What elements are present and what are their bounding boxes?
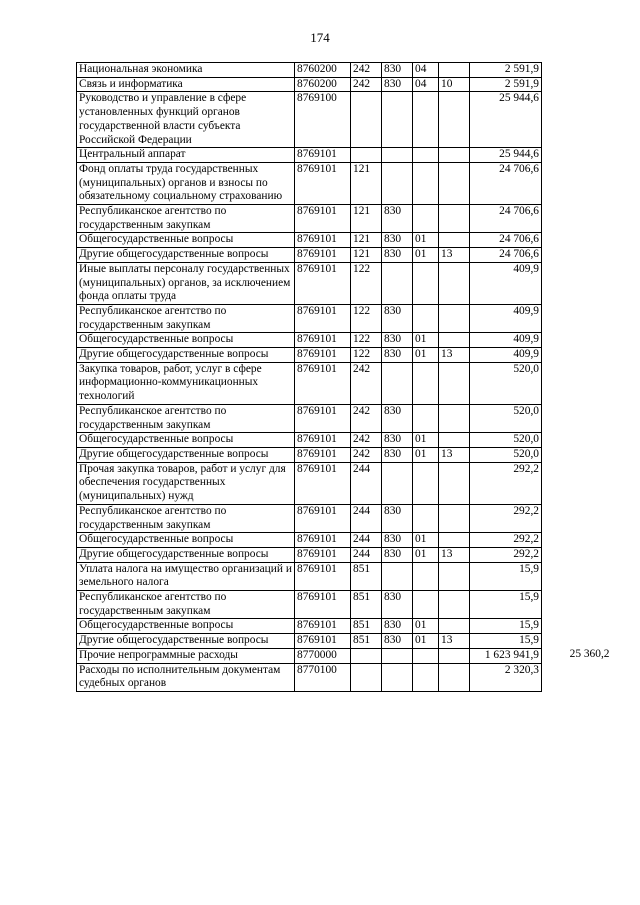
row-target-article-cell: 8770100 xyxy=(295,663,351,691)
row-administrator-cell: 830 xyxy=(382,63,413,78)
row-name-cell: Республиканское агентство по государственным закупкам xyxy=(77,504,295,532)
row-extra-amount-cell xyxy=(542,304,612,332)
row-administrator-cell xyxy=(382,148,413,163)
row-administrator-cell: 830 xyxy=(382,404,413,432)
row-expense-type-cell: 244 xyxy=(351,533,382,548)
row-amount-cell: 409,9 xyxy=(470,348,542,363)
row-expense-type-cell: 122 xyxy=(351,262,382,304)
table-row xyxy=(77,63,612,78)
row-target-article-cell: 8769101 xyxy=(295,634,351,649)
row-subsection-cell xyxy=(439,333,470,348)
row-target-article-cell: 8760200 xyxy=(295,77,351,92)
row-administrator-cell: 830 xyxy=(382,533,413,548)
row-amount-cell: 520,0 xyxy=(470,447,542,462)
row-name-cell: Иные выплаты персоналу государственных (муниципальных) органов, за исключением фонда оплаты труда xyxy=(77,262,295,304)
row-extra-amount-cell xyxy=(542,233,612,248)
row-subsection-cell xyxy=(439,504,470,532)
table-row xyxy=(77,591,612,619)
row-target-article-cell: 8769101 xyxy=(295,362,351,404)
row-expense-type-cell: 244 xyxy=(351,504,382,532)
row-amount-cell: 15,9 xyxy=(470,591,542,619)
row-amount-cell: 1 623 941,9 xyxy=(470,648,542,663)
row-name-cell: Связь и информатика xyxy=(77,77,295,92)
table-row xyxy=(77,504,612,532)
row-section-cell xyxy=(413,148,439,163)
row-section-cell: 01 xyxy=(413,547,439,562)
row-target-article-cell: 8769101 xyxy=(295,304,351,332)
row-name-cell: Центральный аппарат xyxy=(77,148,295,163)
row-expense-type-cell: 122 xyxy=(351,304,382,332)
row-administrator-cell xyxy=(382,462,413,504)
table-row xyxy=(77,233,612,248)
row-expense-type-cell: 851 xyxy=(351,562,382,590)
row-extra-amount-cell xyxy=(542,547,612,562)
row-subsection-cell xyxy=(439,205,470,233)
row-target-article-cell: 8769101 xyxy=(295,504,351,532)
row-extra-amount-cell xyxy=(542,634,612,649)
row-section-cell: 01 xyxy=(413,333,439,348)
table-row xyxy=(77,304,612,332)
table-row xyxy=(77,562,612,590)
row-administrator-cell xyxy=(382,162,413,204)
row-extra-amount-cell xyxy=(542,362,612,404)
row-subsection-cell xyxy=(439,233,470,248)
row-target-article-cell: 8769101 xyxy=(295,547,351,562)
row-section-cell xyxy=(413,304,439,332)
row-subsection-cell: 13 xyxy=(439,634,470,649)
row-amount-cell: 2 320,3 xyxy=(470,663,542,691)
row-section-cell xyxy=(413,663,439,691)
row-name-cell: Республиканское агентство по государственным закупкам xyxy=(77,404,295,432)
row-expense-type-cell: 242 xyxy=(351,447,382,462)
row-amount-cell: 25 944,6 xyxy=(470,92,542,148)
row-amount-cell: 409,9 xyxy=(470,262,542,304)
row-section-cell: 01 xyxy=(413,233,439,248)
row-target-article-cell: 8769101 xyxy=(295,205,351,233)
row-expense-type-cell: 242 xyxy=(351,433,382,448)
row-name-cell: Фонд оплаты труда государственных (муниципальных) органов и взносы по обязательному социальному страхованию xyxy=(77,162,295,204)
row-target-article-cell: 8769101 xyxy=(295,447,351,462)
row-section-cell xyxy=(413,362,439,404)
row-subsection-cell xyxy=(439,362,470,404)
row-extra-amount-cell xyxy=(542,63,612,78)
row-name-cell: Расходы по исполнительным документам судебных органов xyxy=(77,663,295,691)
row-expense-type-cell: 242 xyxy=(351,362,382,404)
row-amount-cell: 15,9 xyxy=(470,619,542,634)
row-extra-amount-cell xyxy=(542,248,612,263)
row-administrator-cell: 830 xyxy=(382,619,413,634)
row-expense-type-cell: 851 xyxy=(351,591,382,619)
row-section-cell xyxy=(413,262,439,304)
row-administrator-cell: 830 xyxy=(382,333,413,348)
table-row xyxy=(77,462,612,504)
table-row xyxy=(77,648,612,663)
row-name-cell: Другие общегосударственные вопросы xyxy=(77,348,295,363)
row-expense-type-cell: 122 xyxy=(351,348,382,363)
row-extra-amount-cell: 25 360,2 xyxy=(542,648,612,663)
row-expense-type-cell xyxy=(351,648,382,663)
row-target-article-cell: 8769100 xyxy=(295,92,351,148)
table-row xyxy=(77,162,612,204)
row-administrator-cell xyxy=(382,262,413,304)
row-target-article-cell: 8769101 xyxy=(295,162,351,204)
row-expense-type-cell: 121 xyxy=(351,205,382,233)
row-administrator-cell: 830 xyxy=(382,77,413,92)
row-section-cell xyxy=(413,205,439,233)
row-extra-amount-cell xyxy=(542,205,612,233)
row-amount-cell: 24 706,6 xyxy=(470,205,542,233)
row-administrator-cell: 830 xyxy=(382,205,413,233)
row-extra-amount-cell xyxy=(542,92,612,148)
row-amount-cell: 520,0 xyxy=(470,362,542,404)
row-administrator-cell: 830 xyxy=(382,547,413,562)
row-target-article-cell: 8769101 xyxy=(295,619,351,634)
row-administrator-cell xyxy=(382,92,413,148)
row-expense-type-cell: 851 xyxy=(351,634,382,649)
row-expense-type-cell: 121 xyxy=(351,248,382,263)
row-extra-amount-cell xyxy=(542,333,612,348)
row-subsection-cell xyxy=(439,619,470,634)
row-administrator-cell: 830 xyxy=(382,504,413,532)
table-row xyxy=(77,663,612,691)
row-administrator-cell: 830 xyxy=(382,248,413,263)
row-administrator-cell: 830 xyxy=(382,591,413,619)
row-subsection-cell xyxy=(439,162,470,204)
row-target-article-cell: 8769101 xyxy=(295,148,351,163)
row-amount-cell: 409,9 xyxy=(470,333,542,348)
row-section-cell: 01 xyxy=(413,619,439,634)
row-target-article-cell: 8769101 xyxy=(295,233,351,248)
row-section-cell: 01 xyxy=(413,348,439,363)
row-target-article-cell: 8769101 xyxy=(295,404,351,432)
row-name-cell: Республиканское агентство по государственным закупкам xyxy=(77,591,295,619)
row-subsection-cell xyxy=(439,462,470,504)
table-row xyxy=(77,619,612,634)
row-name-cell: Общегосударственные вопросы xyxy=(77,333,295,348)
row-name-cell: Закупка товаров, работ, услуг в сфере информационно-коммуникационных технологий xyxy=(77,362,295,404)
table-row xyxy=(77,205,612,233)
row-amount-cell: 24 706,6 xyxy=(470,233,542,248)
row-amount-cell: 24 706,6 xyxy=(470,162,542,204)
table-row xyxy=(77,447,612,462)
table-row xyxy=(77,248,612,263)
row-subsection-cell xyxy=(439,433,470,448)
row-administrator-cell: 830 xyxy=(382,447,413,462)
table-row xyxy=(77,92,612,148)
row-name-cell: Руководство и управление в сфере установленных функций органов государственной власти субъекта Российской Федерации xyxy=(77,92,295,148)
row-target-article-cell: 8760200 xyxy=(295,63,351,78)
row-extra-amount-cell xyxy=(542,663,612,691)
row-name-cell: Другие общегосударственные вопросы xyxy=(77,634,295,649)
row-amount-cell: 15,9 xyxy=(470,634,542,649)
row-expense-type-cell xyxy=(351,92,382,148)
row-target-article-cell: 8769101 xyxy=(295,348,351,363)
row-name-cell: Уплата налога на имущество организаций и земельного налога xyxy=(77,562,295,590)
row-amount-cell: 25 944,6 xyxy=(470,148,542,163)
row-administrator-cell xyxy=(382,663,413,691)
row-section-cell xyxy=(413,504,439,532)
row-section-cell xyxy=(413,162,439,204)
row-name-cell: Общегосударственные вопросы xyxy=(77,433,295,448)
row-target-article-cell: 8769101 xyxy=(295,533,351,548)
row-subsection-cell xyxy=(439,591,470,619)
table-row xyxy=(77,547,612,562)
row-expense-type-cell: 121 xyxy=(351,233,382,248)
row-administrator-cell: 830 xyxy=(382,233,413,248)
row-name-cell: Республиканское агентство по государственным закупкам xyxy=(77,205,295,233)
row-amount-cell: 520,0 xyxy=(470,404,542,432)
row-target-article-cell: 8770000 xyxy=(295,648,351,663)
table-row xyxy=(77,362,612,404)
row-amount-cell: 292,2 xyxy=(470,533,542,548)
row-amount-cell: 520,0 xyxy=(470,433,542,448)
row-administrator-cell xyxy=(382,362,413,404)
row-subsection-cell: 13 xyxy=(439,348,470,363)
row-extra-amount-cell xyxy=(542,619,612,634)
row-extra-amount-cell xyxy=(542,533,612,548)
row-extra-amount-cell xyxy=(542,462,612,504)
row-target-article-cell: 8769101 xyxy=(295,591,351,619)
row-subsection-cell xyxy=(439,304,470,332)
row-amount-cell: 292,2 xyxy=(470,504,542,532)
row-name-cell: Другие общегосударственные вопросы xyxy=(77,547,295,562)
row-extra-amount-cell xyxy=(542,148,612,163)
row-section-cell xyxy=(413,462,439,504)
row-administrator-cell: 830 xyxy=(382,304,413,332)
row-expense-type-cell: 242 xyxy=(351,63,382,78)
row-name-cell: Прочие непрограммные расходы xyxy=(77,648,295,663)
row-subsection-cell: 10 xyxy=(439,77,470,92)
row-name-cell: Другие общегосударственные вопросы xyxy=(77,447,295,462)
row-target-article-cell: 8769101 xyxy=(295,248,351,263)
row-name-cell: Общегосударственные вопросы xyxy=(77,233,295,248)
row-subsection-cell xyxy=(439,63,470,78)
row-subsection-cell xyxy=(439,92,470,148)
row-administrator-cell: 830 xyxy=(382,433,413,448)
row-administrator-cell xyxy=(382,648,413,663)
row-extra-amount-cell xyxy=(542,591,612,619)
table-row xyxy=(77,533,612,548)
row-section-cell: 01 xyxy=(413,248,439,263)
row-target-article-cell: 8769101 xyxy=(295,333,351,348)
row-section-cell: 01 xyxy=(413,433,439,448)
row-subsection-cell xyxy=(439,404,470,432)
table-row xyxy=(77,148,612,163)
row-target-article-cell: 8769101 xyxy=(295,562,351,590)
row-amount-cell: 409,9 xyxy=(470,304,542,332)
table-row xyxy=(77,634,612,649)
row-expense-type-cell: 851 xyxy=(351,619,382,634)
row-subsection-cell xyxy=(439,533,470,548)
row-section-cell: 04 xyxy=(413,63,439,78)
row-subsection-cell: 13 xyxy=(439,447,470,462)
row-section-cell: 04 xyxy=(413,77,439,92)
row-subsection-cell xyxy=(439,663,470,691)
row-extra-amount-cell xyxy=(542,162,612,204)
row-target-article-cell: 8769101 xyxy=(295,433,351,448)
row-extra-amount-cell xyxy=(542,447,612,462)
row-amount-cell: 15,9 xyxy=(470,562,542,590)
row-name-cell: Общегосударственные вопросы xyxy=(77,533,295,548)
row-amount-cell: 2 591,9 xyxy=(470,63,542,78)
row-expense-type-cell: 244 xyxy=(351,547,382,562)
row-administrator-cell xyxy=(382,562,413,590)
row-section-cell: 01 xyxy=(413,634,439,649)
row-name-cell: Другие общегосударственные вопросы xyxy=(77,248,295,263)
row-name-cell: Республиканское агентство по государственным закупкам xyxy=(77,304,295,332)
row-extra-amount-cell xyxy=(542,348,612,363)
row-expense-type-cell: 122 xyxy=(351,333,382,348)
row-amount-cell: 292,2 xyxy=(470,547,542,562)
table-row xyxy=(77,333,612,348)
row-target-article-cell: 8769101 xyxy=(295,462,351,504)
row-expense-type-cell: 242 xyxy=(351,77,382,92)
table-row xyxy=(77,404,612,432)
row-expense-type-cell xyxy=(351,663,382,691)
table-row xyxy=(77,433,612,448)
row-section-cell xyxy=(413,648,439,663)
row-name-cell: Национальная экономика xyxy=(77,63,295,78)
table-row xyxy=(77,348,612,363)
row-extra-amount-cell xyxy=(542,404,612,432)
row-target-article-cell: 8769101 xyxy=(295,262,351,304)
row-extra-amount-cell xyxy=(542,504,612,532)
row-administrator-cell: 830 xyxy=(382,348,413,363)
row-extra-amount-cell xyxy=(542,77,612,92)
row-section-cell xyxy=(413,591,439,619)
row-section-cell xyxy=(413,92,439,148)
row-administrator-cell: 830 xyxy=(382,634,413,649)
row-extra-amount-cell xyxy=(542,433,612,448)
row-section-cell xyxy=(413,562,439,590)
row-subsection-cell: 13 xyxy=(439,547,470,562)
row-subsection-cell xyxy=(439,648,470,663)
row-expense-type-cell xyxy=(351,148,382,163)
row-expense-type-cell: 121 xyxy=(351,162,382,204)
row-expense-type-cell: 242 xyxy=(351,404,382,432)
row-subsection-cell xyxy=(439,562,470,590)
row-extra-amount-cell xyxy=(542,562,612,590)
row-subsection-cell: 13 xyxy=(439,248,470,263)
row-section-cell: 01 xyxy=(413,533,439,548)
row-amount-cell: 24 706,6 xyxy=(470,248,542,263)
row-subsection-cell xyxy=(439,148,470,163)
table-row xyxy=(77,77,612,92)
row-amount-cell: 292,2 xyxy=(470,462,542,504)
budget-table xyxy=(76,62,612,692)
row-name-cell: Общегосударственные вопросы xyxy=(77,619,295,634)
row-section-cell xyxy=(413,404,439,432)
row-amount-cell: 2 591,9 xyxy=(470,77,542,92)
row-expense-type-cell: 244 xyxy=(351,462,382,504)
budget-table-body xyxy=(77,63,612,692)
row-name-cell: Прочая закупка товаров, работ и услуг для обеспечения государственных (муниципальных) нужд xyxy=(77,462,295,504)
row-extra-amount-cell xyxy=(542,262,612,304)
row-subsection-cell xyxy=(439,262,470,304)
page-number: 174 xyxy=(310,30,330,45)
table-row xyxy=(77,262,612,304)
row-section-cell: 01 xyxy=(413,447,439,462)
